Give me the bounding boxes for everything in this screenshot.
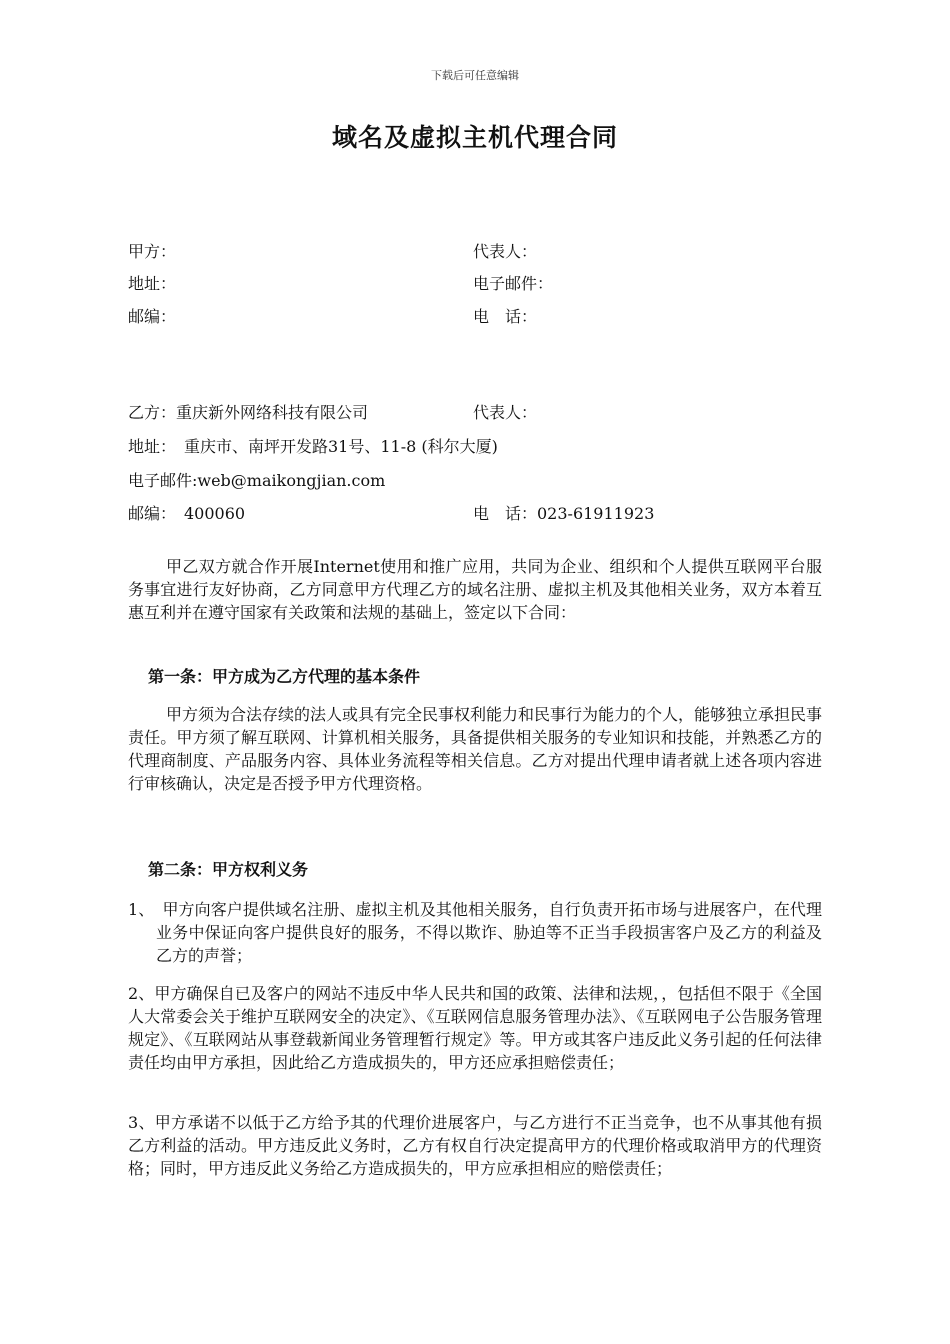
document-title: 域名及虚拟主机代理合同 xyxy=(331,123,618,152)
party-a-phone-label: 电 话： xyxy=(473,307,538,326)
header-note: 下载后可任意编辑 xyxy=(431,69,519,82)
party-b-phone: 电 话：023-61911923 xyxy=(473,504,655,523)
article-2-item-3: 3、甲方承诺不以低于乙方给予其的代理价进展客户，与乙方进行不正当竞争，也不从事其他有损乙方利益的活动。甲方违反此义务时，乙方有权自行决定提高甲方的代理价格或取消甲方的代理资格；同时，甲方违反此义务给乙方造成损失的，甲方应承担相应的赔偿责任； xyxy=(128,1113,822,1178)
party-a-name-label: 甲方： xyxy=(128,242,177,261)
party-a-address-label: 地址： xyxy=(128,274,177,293)
party-b-name: 乙方：重庆新外网络科技有限公司 xyxy=(128,403,369,422)
party-b-postcode: 邮编： 400060 xyxy=(128,504,246,523)
article-2-heading: 第二条：甲方权利义务 xyxy=(148,860,309,879)
party-a-email-label: 电子邮件： xyxy=(473,274,554,293)
intro-paragraph: 甲乙双方就合作开展Internet使用和推广应用，共同为企业、组织和个人提供互联网平台服务事宜进行友好协商，乙方同意甲方代理乙方的域名注册、虚拟主机及其他相关业务，双方本着互惠互利并在遵守国家有关政策和法规的基础上，签定以下合同： xyxy=(128,557,822,622)
party-a-postcode-label: 邮编： xyxy=(128,307,177,326)
article-2-item-1: 1、 甲方向客户提供域名注册、虚拟主机及其他相关服务，自行负责开拓市场与进展客户，在代理业务中保证向客户提供良好的服务，不得以欺诈、胁迫等不正当手段损害客户及乙方的利益及乙方的声誉； xyxy=(128,900,822,965)
party-b-address: 地址： 重庆市、南坪开发路31号、11-8 (科尔大厦) xyxy=(128,437,498,456)
party-a-rep-label: 代表人： xyxy=(473,242,538,261)
article-2-item-2: 2、甲方确保自已及客户的网站不违反中华人民共和国的政策、法律和法规，，包括但不限于《全国人大常委会关于维护互联网安全的决定》、《互联网信息服务管理办法》、《互联网电子公告服务管理规定》、《互联网站从事登载新闻业务管理暂行规定》等。甲方或其客户违反此义务引起的任何法律责任均由甲方承担，因此给乙方造成损失的，甲方还应承担赔偿责任； xyxy=(128,984,822,1072)
article-1-body: 甲方须为合法存续的法人或具有完全民事权利能力和民事行为能力的个人，能够独立承担民事责任。甲方须了解互联网、计算机相关服务，具备提供相关服务的专业知识和技能，并熟悉乙方的代理商制度、产品服务内容、具体业务流程等相关信息。乙方对提出代理申请者就上述各项内容进行审核确认，决定是否授予甲方代理资格。 xyxy=(128,705,823,793)
article-1-heading: 第一条：甲方成为乙方代理的基本条件 xyxy=(148,667,421,686)
party-b-rep-label: 代表人： xyxy=(473,403,538,422)
party-b-email: 电子邮件:web@maikongjian.com xyxy=(128,471,386,490)
